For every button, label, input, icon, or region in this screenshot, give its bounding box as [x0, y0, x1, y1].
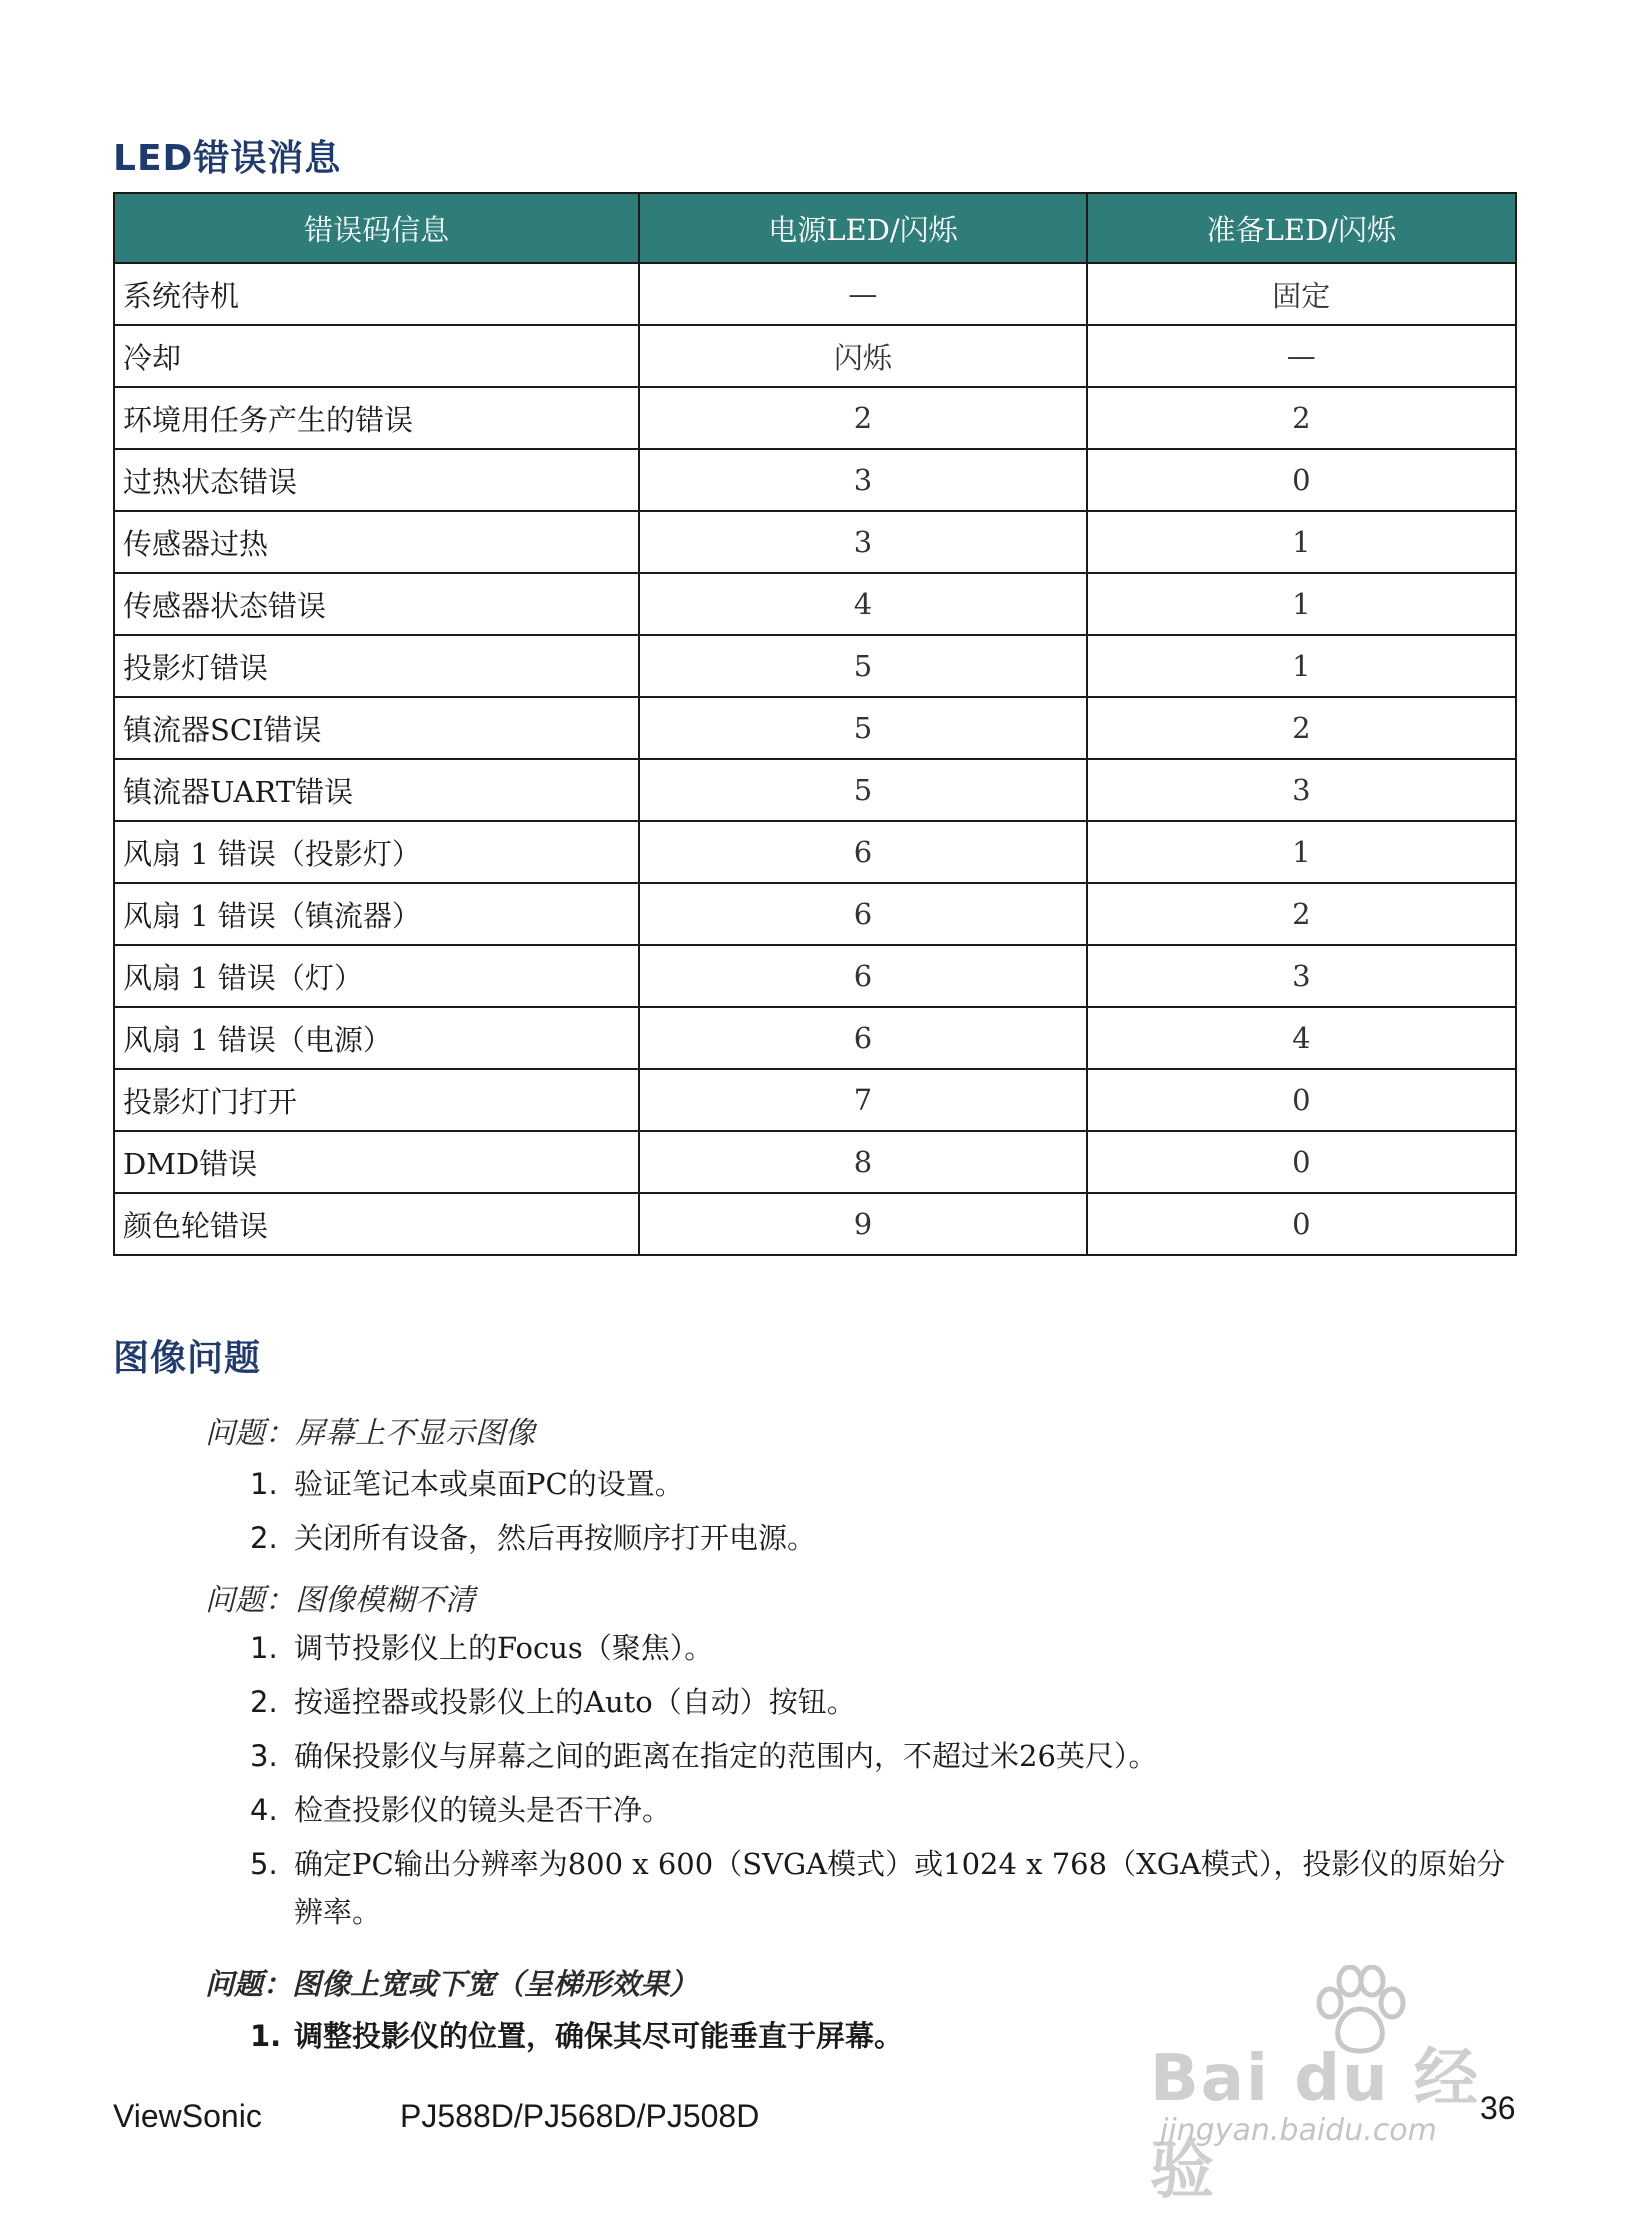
step-text: 调节投影仪上的Focus（聚焦）。	[294, 1631, 714, 1665]
error-name-cell: 投影灯错误	[114, 635, 639, 697]
watermark-logo: Bai du 经验	[1150, 2042, 1480, 2208]
list-item	[250, 1840, 1520, 1936]
error-name-cell: 风扇 1 错误（镇流器）	[114, 883, 639, 945]
error-name-cell: 冷却	[114, 325, 639, 387]
page-number: 36	[1480, 2090, 1516, 2126]
power-led-cell: 6	[639, 821, 1086, 883]
step-text: 验证笔记本或桌面PC的设置。	[294, 1467, 684, 1501]
ready-led-cell: 2	[1087, 387, 1516, 449]
header-power-led: 电源LED/闪烁	[639, 193, 1086, 263]
table-row	[114, 945, 1516, 1007]
table-row	[114, 449, 1516, 511]
led-section-title: LED错误消息	[113, 138, 342, 179]
problem-no-image: 问题：屏幕上不显示图像	[205, 1416, 535, 1451]
table-header-row	[114, 193, 1516, 263]
power-led-cell: 7	[639, 1069, 1086, 1131]
error-name-cell: 传感器过热	[114, 511, 639, 573]
error-name-cell: 镇流器SCI错误	[114, 697, 639, 759]
header-error-info: 错误码信息	[114, 193, 639, 263]
power-led-cell: 3	[639, 449, 1086, 511]
step-number: 1.	[250, 1631, 278, 1665]
led-error-table	[113, 192, 1517, 1256]
step-text: 检查投影仪的镜头是否干净。	[294, 1793, 672, 1827]
list-item	[250, 1624, 1520, 1672]
error-name-cell: 过热状态错误	[114, 449, 639, 511]
ready-led-cell: 1	[1087, 821, 1516, 883]
step-text: 调整投影仪的位置，确保其尽可能垂直于屏幕。	[294, 2019, 904, 2053]
ready-led-cell: —	[1087, 325, 1516, 387]
ready-led-cell: 1	[1087, 511, 1516, 573]
ready-led-cell: 2	[1087, 883, 1516, 945]
step-number: 4.	[250, 1793, 278, 1827]
list-item	[250, 1678, 1520, 1726]
power-led-cell: 8	[639, 1131, 1086, 1193]
steps-blurry-image	[250, 1624, 1520, 1942]
step-number: 1.	[250, 1467, 278, 1501]
table-row	[114, 325, 1516, 387]
ready-led-cell: 3	[1087, 945, 1516, 1007]
error-name-cell: 风扇 1 错误（投影灯）	[114, 821, 639, 883]
error-name-cell: 风扇 1 错误（灯）	[114, 945, 639, 1007]
step-text: 关闭所有设备，然后再按顺序打开电源。	[294, 1521, 817, 1555]
ready-led-cell: 0	[1087, 449, 1516, 511]
power-led-cell: 5	[639, 759, 1086, 821]
power-led-cell: —	[639, 263, 1086, 325]
step-text: 按遥控器或投影仪上的Auto（自动）按钮。	[294, 1685, 856, 1719]
error-name-cell: 环境用任务产生的错误	[114, 387, 639, 449]
step-number: 5.	[250, 1847, 278, 1881]
table-row	[114, 387, 1516, 449]
power-led-cell: 6	[639, 1007, 1086, 1069]
step-text: 确保投影仪与屏幕之间的距离在指定的范围内，不超过米26英尺）。	[294, 1739, 1158, 1773]
power-led-cell: 2	[639, 387, 1086, 449]
table-row	[114, 697, 1516, 759]
problem-blurry-image: 问题：图像模糊不清	[205, 1583, 475, 1618]
list-item	[250, 1732, 1520, 1780]
watermark-url: jingyan.baidu.com	[1160, 2113, 1437, 2148]
error-name-cell: 系统待机	[114, 263, 639, 325]
power-led-cell: 5	[639, 635, 1086, 697]
table-row	[114, 1131, 1516, 1193]
power-led-cell: 3	[639, 511, 1086, 573]
table-row	[114, 263, 1516, 325]
ready-led-cell: 0	[1087, 1131, 1516, 1193]
list-item	[250, 1786, 1520, 1834]
table-row	[114, 759, 1516, 821]
header-ready-led: 准备LED/闪烁	[1087, 193, 1516, 263]
error-name-cell: 传感器状态错误	[114, 573, 639, 635]
table-row	[114, 635, 1516, 697]
error-name-cell: 颜色轮错误	[114, 1193, 639, 1255]
power-led-cell: 5	[639, 697, 1086, 759]
error-name-cell: 投影灯门打开	[114, 1069, 639, 1131]
power-led-cell: 9	[639, 1193, 1086, 1255]
step-number: 2.	[250, 1685, 278, 1719]
footer-brand: ViewSonic	[113, 2098, 262, 2134]
step-number: 2.	[250, 1521, 278, 1555]
table-row	[114, 821, 1516, 883]
table-row	[114, 573, 1516, 635]
ready-led-cell: 2	[1087, 697, 1516, 759]
footer-models: PJ588D/PJ568D/PJ508D	[400, 2098, 760, 2134]
list-item	[250, 1514, 1520, 1562]
error-name-cell: DMD错误	[114, 1131, 639, 1193]
ready-led-cell: 1	[1087, 635, 1516, 697]
table-row	[114, 883, 1516, 945]
table-row	[114, 1069, 1516, 1131]
image-problems-title: 图像问题	[113, 1338, 262, 1379]
baidu-watermark	[1150, 1965, 1530, 2208]
step-text: 确定PC输出分辨率为800 x 600（SVGA模式）或1024 x 768（XGA模式），投影仪的原始分辨率。	[294, 1847, 1506, 1929]
error-name-cell: 镇流器UART错误	[114, 759, 639, 821]
table-row	[114, 1007, 1516, 1069]
step-number: 1.	[250, 2019, 282, 2053]
list-item	[250, 1460, 1520, 1508]
power-led-cell: 6	[639, 945, 1086, 1007]
table-row	[114, 511, 1516, 573]
table-row	[114, 1193, 1516, 1255]
ready-led-cell: 3	[1087, 759, 1516, 821]
problem-keystone: 问题：图像上宽或下宽（呈梯形效果）	[205, 1967, 699, 2001]
ready-led-cell: 0	[1087, 1193, 1516, 1255]
power-led-cell: 4	[639, 573, 1086, 635]
step-number: 3.	[250, 1739, 278, 1773]
steps-no-image	[250, 1460, 1520, 1568]
error-name-cell: 风扇 1 错误（电源）	[114, 1007, 639, 1069]
ready-led-cell: 0	[1087, 1069, 1516, 1131]
power-led-cell: 闪烁	[639, 325, 1086, 387]
power-led-cell: 6	[639, 883, 1086, 945]
ready-led-cell: 4	[1087, 1007, 1516, 1069]
ready-led-cell: 固定	[1087, 263, 1516, 325]
ready-led-cell: 1	[1087, 573, 1516, 635]
